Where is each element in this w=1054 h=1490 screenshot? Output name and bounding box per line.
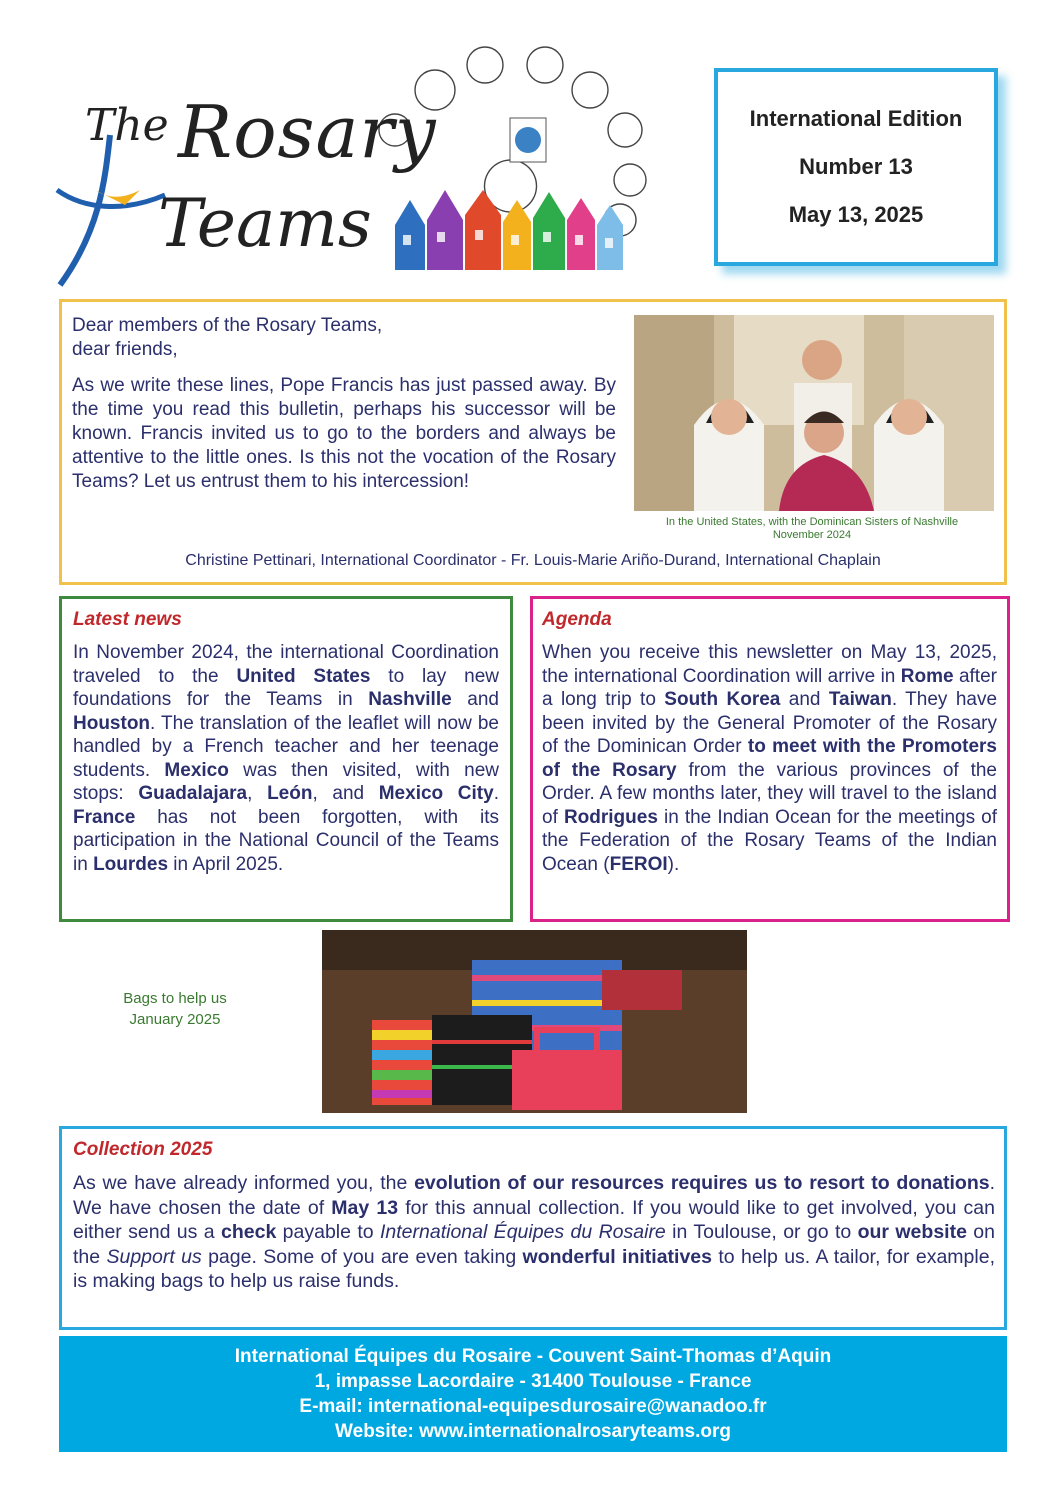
issue-date: May 13, 2025: [788, 202, 924, 227]
edition-label: International Edition: [749, 106, 963, 131]
footer-website[interactable]: Website: www.internationalrosaryteams.org: [335, 1421, 731, 1442]
logo-rosary: Rosary: [178, 90, 437, 174]
collection-text: As we have already informed you, the evolution of our resources requires us to resort to donations. We have chosen the date of May 13 for this annual collection. If you would like to get involved, you can either send us a check payable to International Équipes du Rosaire in Toulouse, or go to our website on the Support us page. Some of you are even taking wonderful initiatives to help us. A tailor, for example, is making bags to help us raise funds.: [73, 1172, 996, 1292]
photo-caption-line-2: November 2024: [772, 529, 852, 541]
signature: Christine Pettinari, International Coordinator - Fr. Louis-Marie Ariño-Durand, International Chaplain: [185, 552, 881, 569]
bags-caption-line-2: January 2025: [129, 1011, 221, 1028]
issue-number: Number 13: [799, 154, 913, 179]
bags-caption: [100, 988, 250, 1030]
agenda-text: When you receive this newsletter on May 13, 2025, the international Coordination will arrive in Rome after a long trip to South Korea and Taiwan. They have been invited by the General Promoter of the Rosary of the Dominican Order to meet with the Promoters of the Rosary from the various provinces of the Order. A few months later, they will travel to the island of Rodrigues in the Indian Ocean for the meetings of the Federation of the Rosary Teams of the Indian Ocean (FEROI).: [542, 642, 998, 875]
photo-caption: [622, 516, 1002, 542]
footer-address: 1, impasse Lacordaire - 31400 Toulouse - France: [314, 1371, 752, 1392]
logo-the: The: [85, 100, 169, 151]
letter-box: [59, 299, 1007, 585]
footer-contact: [59, 1336, 1007, 1452]
logo-teams: Teams: [158, 185, 372, 262]
agenda-title: Agenda: [542, 609, 612, 630]
greeting-line-2: dear friends,: [72, 339, 178, 360]
latest-news-title: Latest news: [73, 609, 182, 630]
greeting-line-1: Dear members of the Rosary Teams,: [72, 315, 383, 336]
logo: [55, 40, 665, 290]
greeting: [72, 314, 632, 362]
edition-box: [714, 68, 998, 266]
photo-caption-line-1: In the United States, with the Dominican Sisters of Nashville: [665, 516, 959, 528]
photo-bags-image: [322, 930, 747, 1113]
footer-organization: International Équipes du Rosaire - Couvent Saint-Thomas d’Aquin: [234, 1346, 832, 1367]
latest-news-text: In November 2024, the international Coordination traveled to the United States to lay new foundations for the Teams in Nashville and Houston. The translation of the leaflet will now be handled by a French teacher and her teenage students. Mexico was then visited, with new stops: Guadalajara, León, and Mexico City. France has not been forgotten, with its participation in the National Council of the Teams in Lourdes in April 2025.: [73, 642, 499, 875]
agenda-box: [530, 596, 1010, 922]
collection-box: [59, 1126, 1007, 1330]
latest-news-box: [59, 596, 513, 922]
photo-dominican-sisters: [634, 315, 994, 511]
footer-email[interactable]: E-mail: international-equipesdurosaire@wanadoo.fr: [299, 1396, 767, 1417]
photo-bags: [322, 930, 747, 1113]
letter-body: As we write these lines, Pope Francis has just passed away. By the time you read this bulletin, perhaps his successor will be known. Francis invited us to go to the borders and always be attentive to the little ones. Is this not the vocation of the Rosary Teams? Let us entrust them to his intercession!: [72, 375, 616, 492]
bags-caption-line-1: Bags to help us: [123, 990, 227, 1007]
photo-dominican-sisters-image: [634, 315, 994, 511]
collection-title: Collection 2025: [73, 1139, 213, 1160]
